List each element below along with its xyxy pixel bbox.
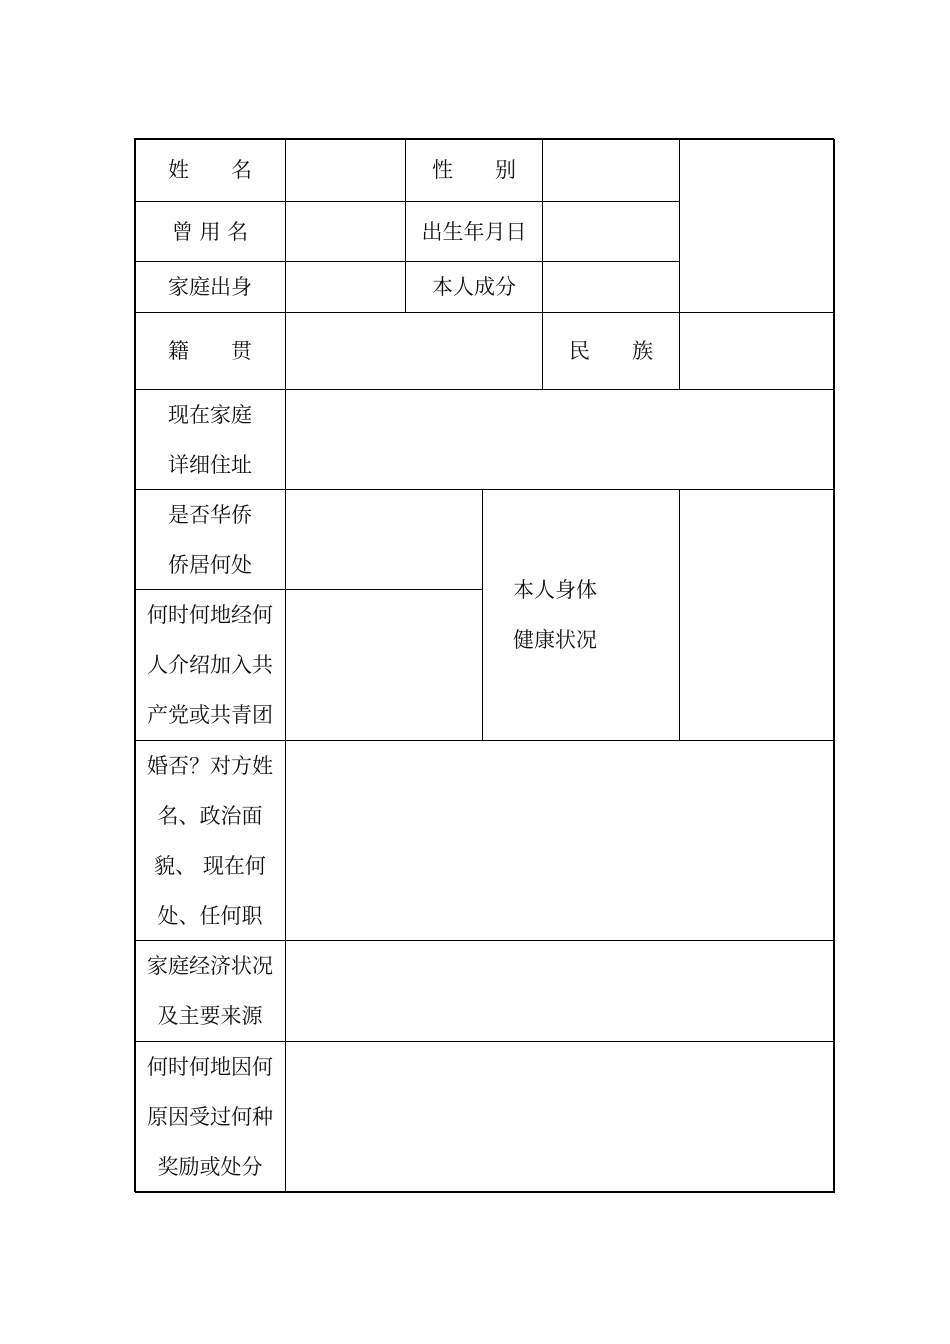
marriage-field[interactable] xyxy=(285,740,834,941)
native-place-label: 籍 贯 xyxy=(134,312,286,390)
former-name-label: 曾 用 名 xyxy=(134,201,286,262)
birth-date-label: 出生年月日 xyxy=(405,201,543,262)
gender-label: 性 别 xyxy=(405,138,543,202)
rewards-field[interactable] xyxy=(285,1041,834,1192)
family-origin-label: 家庭出身 xyxy=(134,261,286,313)
address-field[interactable] xyxy=(285,389,834,490)
ethnicity-field[interactable] xyxy=(679,312,834,390)
rewards-label: 何时何地因何 原因受过何种 奖励或处分 xyxy=(134,1041,286,1192)
address-label: 现在家庭 详细住址 xyxy=(134,389,286,490)
health-label: 本人身体 健康状况 xyxy=(482,489,680,741)
overseas-field[interactable] xyxy=(285,489,483,590)
personal-info-form xyxy=(135,139,835,1193)
overseas-label: 是否华侨 侨居何处 xyxy=(134,489,286,590)
ethnicity-label: 民 族 xyxy=(542,312,680,390)
economy-label: 家庭经济状况 及主要来源 xyxy=(134,940,286,1042)
native-place-field[interactable] xyxy=(285,312,543,390)
former-name-field[interactable] xyxy=(285,201,406,262)
marriage-label: 婚否？对方姓 名、政治面 貌、 现在何 处、任何职 xyxy=(134,740,286,941)
name-field[interactable] xyxy=(285,138,406,202)
family-origin-field[interactable] xyxy=(285,261,406,313)
name-label: 姓 名 xyxy=(134,138,286,202)
personal-status-label: 本人成分 xyxy=(405,261,543,313)
personal-status-field[interactable] xyxy=(542,261,680,313)
party-label: 何时何地经何 人介绍加入共 产党或共青团 xyxy=(134,589,286,741)
party-field[interactable] xyxy=(285,589,483,741)
birth-date-field[interactable] xyxy=(542,201,680,262)
photo-box[interactable] xyxy=(679,138,834,313)
health-field[interactable] xyxy=(679,489,834,741)
economy-field[interactable] xyxy=(285,940,834,1042)
gender-field[interactable] xyxy=(542,138,680,202)
